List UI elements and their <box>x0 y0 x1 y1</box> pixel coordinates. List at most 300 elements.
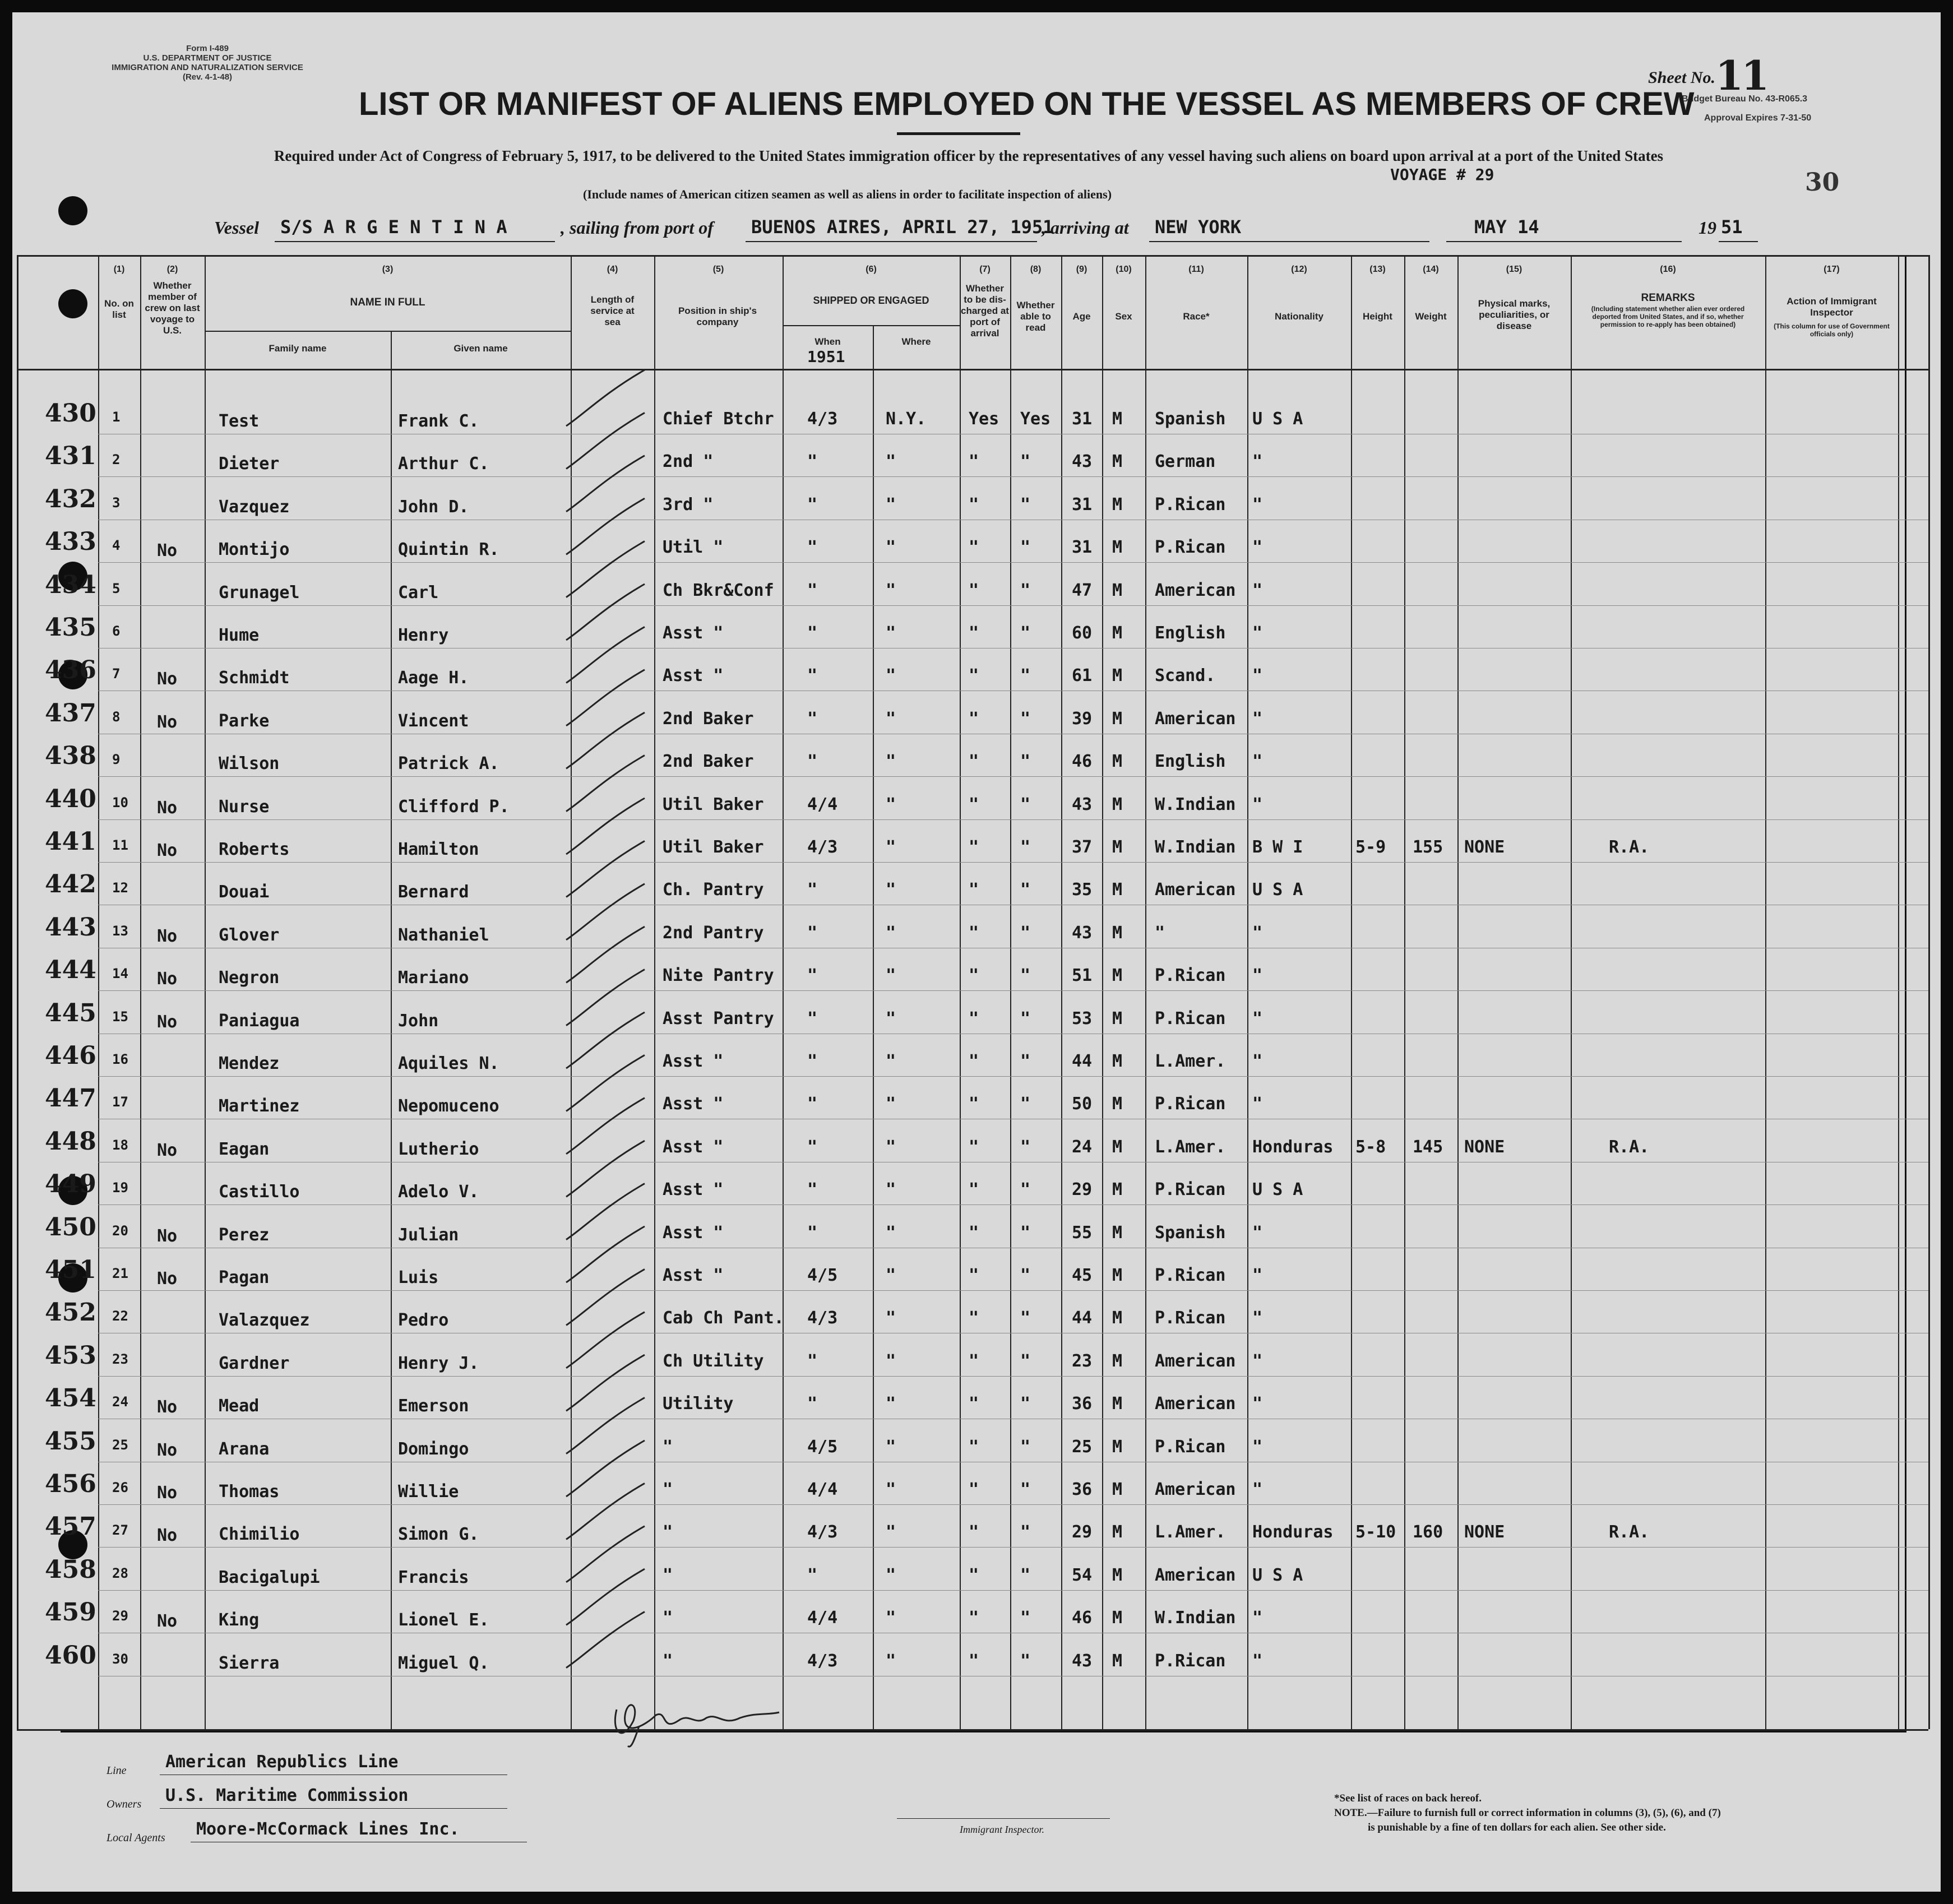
header-bottom-rule <box>17 369 1928 370</box>
line-number: 437 <box>45 698 96 728</box>
table-top-rule <box>17 255 1928 257</box>
shipped-where: " <box>886 752 896 772</box>
col-15-header: Physical marks, peculiarities, or disease <box>1478 298 1551 331</box>
nationality: " <box>1252 666 1263 686</box>
discharged: " <box>969 452 979 472</box>
race: American <box>1155 1480 1236 1499</box>
given-name: Bernard <box>398 882 469 902</box>
service-check-stroke <box>566 1055 645 1111</box>
line-number: 443 <box>45 912 96 942</box>
shipped-when: " <box>807 494 818 515</box>
last-voyage: No <box>157 1483 178 1503</box>
col-4-number: (4) <box>607 265 618 274</box>
nationality: " <box>1252 1266 1263 1285</box>
position: Util Baker <box>663 837 764 857</box>
position: Util " <box>663 538 724 558</box>
row-rule <box>98 1376 1928 1377</box>
able-to-read: " <box>1020 837 1031 857</box>
col-5-header: Position in ship's company <box>678 305 757 327</box>
sex: M <box>1112 1351 1123 1371</box>
line-number: 440 <box>45 784 96 813</box>
shipped-where: " <box>886 623 896 643</box>
family-name: Eagan <box>219 1139 270 1159</box>
shipped-when: 4/4 <box>807 1480 838 1499</box>
shipped-when: " <box>807 1351 818 1371</box>
shipped-where: " <box>886 666 896 686</box>
col-12-header: Nationality <box>1275 311 1323 322</box>
family-name: Valazquez <box>219 1310 310 1331</box>
family-name: Grunagel <box>219 582 300 603</box>
sex: M <box>1112 1051 1123 1071</box>
row-number: 25 <box>112 1437 128 1453</box>
col-8-number: (8) <box>1030 265 1042 274</box>
shipped-when: 4/3 <box>807 1651 838 1671</box>
given-name: Luis <box>398 1268 439 1287</box>
service-check-stroke <box>566 584 645 640</box>
race: " <box>1155 923 1165 943</box>
nationality: " <box>1252 1480 1263 1499</box>
last-voyage: No <box>157 798 178 818</box>
age: 51 <box>1072 966 1093 986</box>
line-number: 442 <box>45 870 96 899</box>
able-to-read: " <box>1020 880 1031 900</box>
family-name: Arana <box>219 1439 270 1459</box>
shipped-when: " <box>807 752 818 772</box>
revision: (Rev. 4-1-48) <box>182 72 233 82</box>
remarks: R.A. <box>1609 837 1650 857</box>
able-to-read: " <box>1020 452 1031 472</box>
arriving-label: , arriving at <box>1042 217 1129 238</box>
physical-marks: NONE <box>1464 837 1505 857</box>
row-rule <box>98 1076 1928 1077</box>
line-number: 444 <box>45 956 96 985</box>
given-name: Carl <box>398 582 439 603</box>
shipped-when: " <box>807 538 818 558</box>
given-name: Henry J. <box>398 1353 479 1373</box>
sex: M <box>1112 837 1123 857</box>
arrival-date: MAY 14 <box>1474 216 1539 238</box>
service-check-stroke <box>566 541 645 597</box>
discharged: " <box>969 1180 979 1200</box>
given-name: Vincent <box>398 711 469 731</box>
age: 55 <box>1072 1222 1093 1243</box>
discharged: " <box>969 752 979 772</box>
service-check-stroke <box>566 926 645 983</box>
shipped-when: 4/5 <box>807 1437 838 1457</box>
col-divider <box>1928 255 1930 1729</box>
nationality: Honduras <box>1252 1137 1334 1157</box>
sex: M <box>1112 1394 1123 1414</box>
shipped-where: " <box>886 1137 896 1157</box>
shipped-where: " <box>886 494 896 515</box>
family-name: Pagan <box>219 1268 270 1287</box>
where-header: Where <box>901 336 931 347</box>
service-check-stroke <box>566 670 645 726</box>
row-number: 14 <box>112 966 128 982</box>
row-rule <box>98 1547 1928 1548</box>
nationality: U S A <box>1252 1180 1303 1200</box>
nationality: " <box>1252 1437 1263 1457</box>
nationality: U S A <box>1252 1565 1303 1585</box>
sheet-label: Sheet No. <box>1648 68 1715 87</box>
row-rule <box>98 1590 1928 1591</box>
family-name: Vazquez <box>219 497 290 517</box>
shipped-when: " <box>807 966 818 986</box>
position: " <box>663 1565 673 1585</box>
height: 5-10 <box>1355 1522 1396 1542</box>
shipped-where: " <box>886 452 896 472</box>
discharged: " <box>969 1608 979 1628</box>
nationality: " <box>1252 1222 1263 1243</box>
budget-block <box>1682 90 1811 128</box>
last-voyage: No <box>157 1440 178 1460</box>
col-17-number: (17) <box>1824 265 1840 274</box>
service-check-stroke <box>566 1012 645 1068</box>
row-rule <box>98 990 1928 991</box>
age: 45 <box>1072 1266 1093 1285</box>
row-number: 7 <box>112 666 121 682</box>
col-divider <box>17 255 18 1729</box>
able-to-read: " <box>1020 1565 1031 1585</box>
footnotes <box>1334 1791 1721 1835</box>
last-voyage: No <box>157 926 178 946</box>
col-9-number: (9) <box>1076 265 1087 274</box>
discharged: " <box>969 837 979 857</box>
age: 43 <box>1072 794 1093 814</box>
sex: M <box>1112 1522 1123 1542</box>
sex: M <box>1112 494 1123 515</box>
row-number: 24 <box>112 1394 128 1410</box>
voyage-number: VOYAGE # 29 <box>1390 165 1494 184</box>
row-number: 18 <box>112 1137 128 1153</box>
family-name: Dieter <box>219 454 280 474</box>
service-check-stroke <box>566 1312 645 1368</box>
vessel-name: S/S A R G E N T I N A <box>280 216 507 238</box>
family-name: Perez <box>219 1225 270 1245</box>
position: Ch Bkr&Conf <box>663 580 774 600</box>
nationality: " <box>1252 923 1263 943</box>
sailing-underline <box>746 241 1037 242</box>
shipped-where: " <box>886 1222 896 1243</box>
nationality: " <box>1252 623 1263 643</box>
age: 39 <box>1072 708 1093 729</box>
shipped-when: " <box>807 1565 818 1585</box>
col-4-header: Length of service at sea <box>590 294 635 327</box>
line-number: 431 <box>45 442 96 471</box>
service-check-stroke <box>566 884 645 940</box>
col-11-number: (11) <box>1188 265 1204 274</box>
age: 25 <box>1072 1437 1093 1457</box>
last-voyage: No <box>157 1526 178 1546</box>
able-to-read: " <box>1020 923 1031 943</box>
sex: M <box>1112 666 1123 686</box>
position: Asst " <box>663 1094 724 1114</box>
race: W.Indian <box>1155 794 1236 814</box>
position: 2nd Pantry <box>663 923 764 943</box>
age: 43 <box>1072 923 1093 943</box>
discharged: " <box>969 666 979 686</box>
sex: M <box>1112 794 1123 814</box>
shipped-where: " <box>886 1522 896 1542</box>
family-name: Wilson <box>219 754 280 774</box>
col-15-number: (15) <box>1506 265 1522 274</box>
given-name: Miguel Q. <box>398 1653 489 1673</box>
line-number: 449 <box>45 1170 96 1199</box>
race: P.Rican <box>1155 494 1226 515</box>
discharged: " <box>969 1051 979 1071</box>
shipped-where: " <box>886 794 896 814</box>
service-check-stroke <box>566 456 645 512</box>
shipped-where: " <box>886 1180 896 1200</box>
race: P.Rican <box>1155 1180 1226 1200</box>
age: 53 <box>1072 1008 1093 1029</box>
discharged: " <box>969 494 979 515</box>
last-voyage: No <box>157 1226 178 1246</box>
punch-hole <box>58 196 87 225</box>
race: P.Rican <box>1155 966 1226 986</box>
sex: M <box>1112 1137 1123 1157</box>
line-number: 446 <box>45 1041 96 1070</box>
given-name: Simon G. <box>398 1525 479 1545</box>
row-number: 13 <box>112 923 128 939</box>
height: 5-9 <box>1355 837 1386 857</box>
family-name: Paniagua <box>219 1011 300 1031</box>
position: " <box>663 1480 673 1499</box>
remarks: R.A. <box>1609 1522 1650 1542</box>
race: L.Amer. <box>1155 1522 1226 1542</box>
sex: M <box>1112 538 1123 558</box>
able-to-read: " <box>1020 752 1031 772</box>
able-to-read: " <box>1020 1308 1031 1328</box>
col-2-number: (2) <box>166 265 178 274</box>
nationality: " <box>1252 794 1263 814</box>
last-voyage: No <box>157 969 178 989</box>
nationality: " <box>1252 538 1263 558</box>
able-to-read: " <box>1020 623 1031 643</box>
given-name: Pedro <box>398 1310 449 1331</box>
col-16-header: REMARKS <box>1641 292 1695 304</box>
position: 3rd " <box>663 494 714 515</box>
family-name: Glover <box>219 925 280 945</box>
row-rule <box>98 776 1928 777</box>
given-name: Arthur C. <box>398 454 489 474</box>
position: Nite Pantry <box>663 966 774 986</box>
owners-underline <box>160 1808 507 1809</box>
race: W.Indian <box>1155 837 1236 857</box>
race: English <box>1155 752 1226 772</box>
row-number: 21 <box>112 1266 128 1281</box>
row-number: 20 <box>112 1222 128 1239</box>
family-name: Martinez <box>219 1096 300 1117</box>
discharged: " <box>969 1308 979 1328</box>
position: Asst " <box>663 666 724 686</box>
last-voyage: No <box>157 1611 178 1632</box>
discharged: " <box>969 1351 979 1371</box>
vessel-underline <box>275 241 555 242</box>
nationality: " <box>1252 1608 1263 1628</box>
able-to-read: " <box>1020 1222 1031 1243</box>
discharged: " <box>969 623 979 643</box>
nationality: U S A <box>1252 880 1303 900</box>
row-number: 17 <box>112 1094 128 1110</box>
races-note: *See list of races on back hereof. <box>1334 1792 1482 1804</box>
col-13-header: Height <box>1363 311 1392 322</box>
position: Ch Utility <box>663 1351 764 1371</box>
sailing-label: , sailing from port of <box>561 217 714 238</box>
line-number: 451 <box>45 1256 96 1284</box>
row-number: 4 <box>112 538 121 554</box>
age: 36 <box>1072 1394 1093 1414</box>
shipped-where: " <box>886 580 896 600</box>
family-name: Schmidt <box>219 668 290 688</box>
shipped-where: " <box>886 1565 896 1585</box>
service-check-stroke <box>566 370 645 426</box>
able-to-read: " <box>1020 1608 1031 1628</box>
discharged: " <box>969 880 979 900</box>
shipped-when: " <box>807 452 818 472</box>
service-check-stroke <box>566 1141 645 1197</box>
penalty-note: NOTE.—Failure to furnish full or correct information in columns (3), (5), (6), and (7) <box>1334 1807 1721 1819</box>
given-name: Emerson <box>398 1396 469 1416</box>
age: 37 <box>1072 837 1093 857</box>
position: Asst " <box>663 1051 724 1071</box>
given-name: Henry <box>398 626 449 645</box>
row-number: 5 <box>112 580 121 596</box>
able-to-read: " <box>1020 966 1031 986</box>
sex: M <box>1112 1565 1123 1585</box>
given-name: Lutherio <box>398 1139 479 1159</box>
position: 2nd " <box>663 452 714 472</box>
able-to-read: " <box>1020 1051 1031 1071</box>
age: 46 <box>1072 1608 1093 1628</box>
sex: M <box>1112 708 1123 729</box>
able-to-read: Yes <box>1020 409 1051 429</box>
shipped-when: 4/3 <box>807 409 838 429</box>
vessel-label: Vessel <box>214 217 259 238</box>
discharged: " <box>969 966 979 986</box>
race: L.Amer. <box>1155 1051 1226 1071</box>
line-number: 434 <box>45 570 96 599</box>
discharged: " <box>969 1266 979 1285</box>
discharged: " <box>969 1094 979 1114</box>
shipped-where: " <box>886 837 896 857</box>
race: L.Amer. <box>1155 1137 1226 1157</box>
race: American <box>1155 1565 1236 1585</box>
last-voyage: No <box>157 1269 178 1289</box>
age: 60 <box>1072 623 1093 643</box>
weight: 145 <box>1413 1137 1443 1157</box>
age: 35 <box>1072 880 1093 900</box>
able-to-read: " <box>1020 666 1031 686</box>
shipped-where: " <box>886 708 896 729</box>
year-underline <box>1719 241 1758 242</box>
col-11-header: Race* <box>1183 311 1210 322</box>
shipped-when: " <box>807 1051 818 1071</box>
age: 29 <box>1072 1522 1093 1542</box>
family-name: Montijo <box>219 540 290 560</box>
position: Asst " <box>663 1266 724 1285</box>
discharged: " <box>969 1394 979 1414</box>
service-check-stroke <box>566 413 645 469</box>
corner-number: 30 <box>1805 168 1840 197</box>
given-name: John D. <box>398 497 469 517</box>
race: American <box>1155 1351 1236 1371</box>
line-number: 458 <box>45 1555 96 1584</box>
race: American <box>1155 880 1236 900</box>
line-number: 448 <box>45 1127 96 1156</box>
able-to-read: " <box>1020 708 1031 729</box>
given-name: Adelo V. <box>398 1182 479 1202</box>
row-rule <box>98 562 1928 563</box>
nationality: " <box>1252 1051 1263 1071</box>
discharged: " <box>969 794 979 814</box>
shipped-when: " <box>807 623 818 643</box>
service-check-stroke <box>566 1226 645 1282</box>
position: 2nd Baker <box>663 752 754 772</box>
race: Scand. <box>1155 666 1216 686</box>
nationality: " <box>1252 1351 1263 1371</box>
able-to-read: " <box>1020 794 1031 814</box>
race: American <box>1155 1394 1236 1414</box>
col-8-header: Whether able to read <box>1016 300 1055 333</box>
shipped-where: N.Y. <box>886 409 927 429</box>
col-3-number: (3) <box>382 265 394 274</box>
col-17-header: Action of Immigrant Inspector <box>1787 296 1877 318</box>
family-name: Sierra <box>219 1653 280 1673</box>
age: 50 <box>1072 1094 1093 1114</box>
given-name-header: Given name <box>453 343 508 354</box>
age: 31 <box>1072 409 1093 429</box>
line-number: 432 <box>45 484 96 513</box>
race: Spanish <box>1155 409 1226 429</box>
nationality: U S A <box>1252 409 1303 429</box>
given-name: Julian <box>398 1225 459 1245</box>
last-voyage: No <box>157 1012 178 1032</box>
col-2-header: Whether member of crew on last voyage to U.S. <box>145 280 200 336</box>
able-to-read: " <box>1020 1137 1031 1157</box>
table-bottom-rule <box>17 1729 1928 1731</box>
sex: M <box>1112 1437 1123 1457</box>
line-number: 433 <box>45 527 96 557</box>
age: 46 <box>1072 752 1093 772</box>
able-to-read: " <box>1020 494 1031 515</box>
physical-marks: NONE <box>1464 1137 1505 1157</box>
col-14-header: Weight <box>1415 311 1447 322</box>
shipped-when: " <box>807 1180 818 1200</box>
discharged: " <box>969 1522 979 1542</box>
row-number: 16 <box>112 1051 128 1067</box>
row-number: 10 <box>112 794 128 810</box>
service-check-stroke <box>566 1398 645 1454</box>
given-name: Aquiles N. <box>398 1054 499 1073</box>
age: 47 <box>1072 580 1093 600</box>
family-name: Nurse <box>219 796 270 817</box>
row-number: 2 <box>112 452 121 468</box>
form-number: Form I-489 <box>186 44 229 53</box>
col-divider <box>391 331 392 1729</box>
service-check-stroke <box>566 1440 645 1497</box>
position: Asst Pantry <box>663 1008 774 1029</box>
line-number: 435 <box>45 613 96 642</box>
able-to-read: " <box>1020 580 1031 600</box>
nationality: " <box>1252 752 1263 772</box>
age: 61 <box>1072 666 1093 686</box>
budget-bureau: Budget Bureau No. 43-R065.3 <box>1682 94 1808 104</box>
position: Asst " <box>663 1137 724 1157</box>
sex: M <box>1112 923 1123 943</box>
arrival-underline <box>1149 241 1429 242</box>
row-number: 12 <box>112 880 128 896</box>
